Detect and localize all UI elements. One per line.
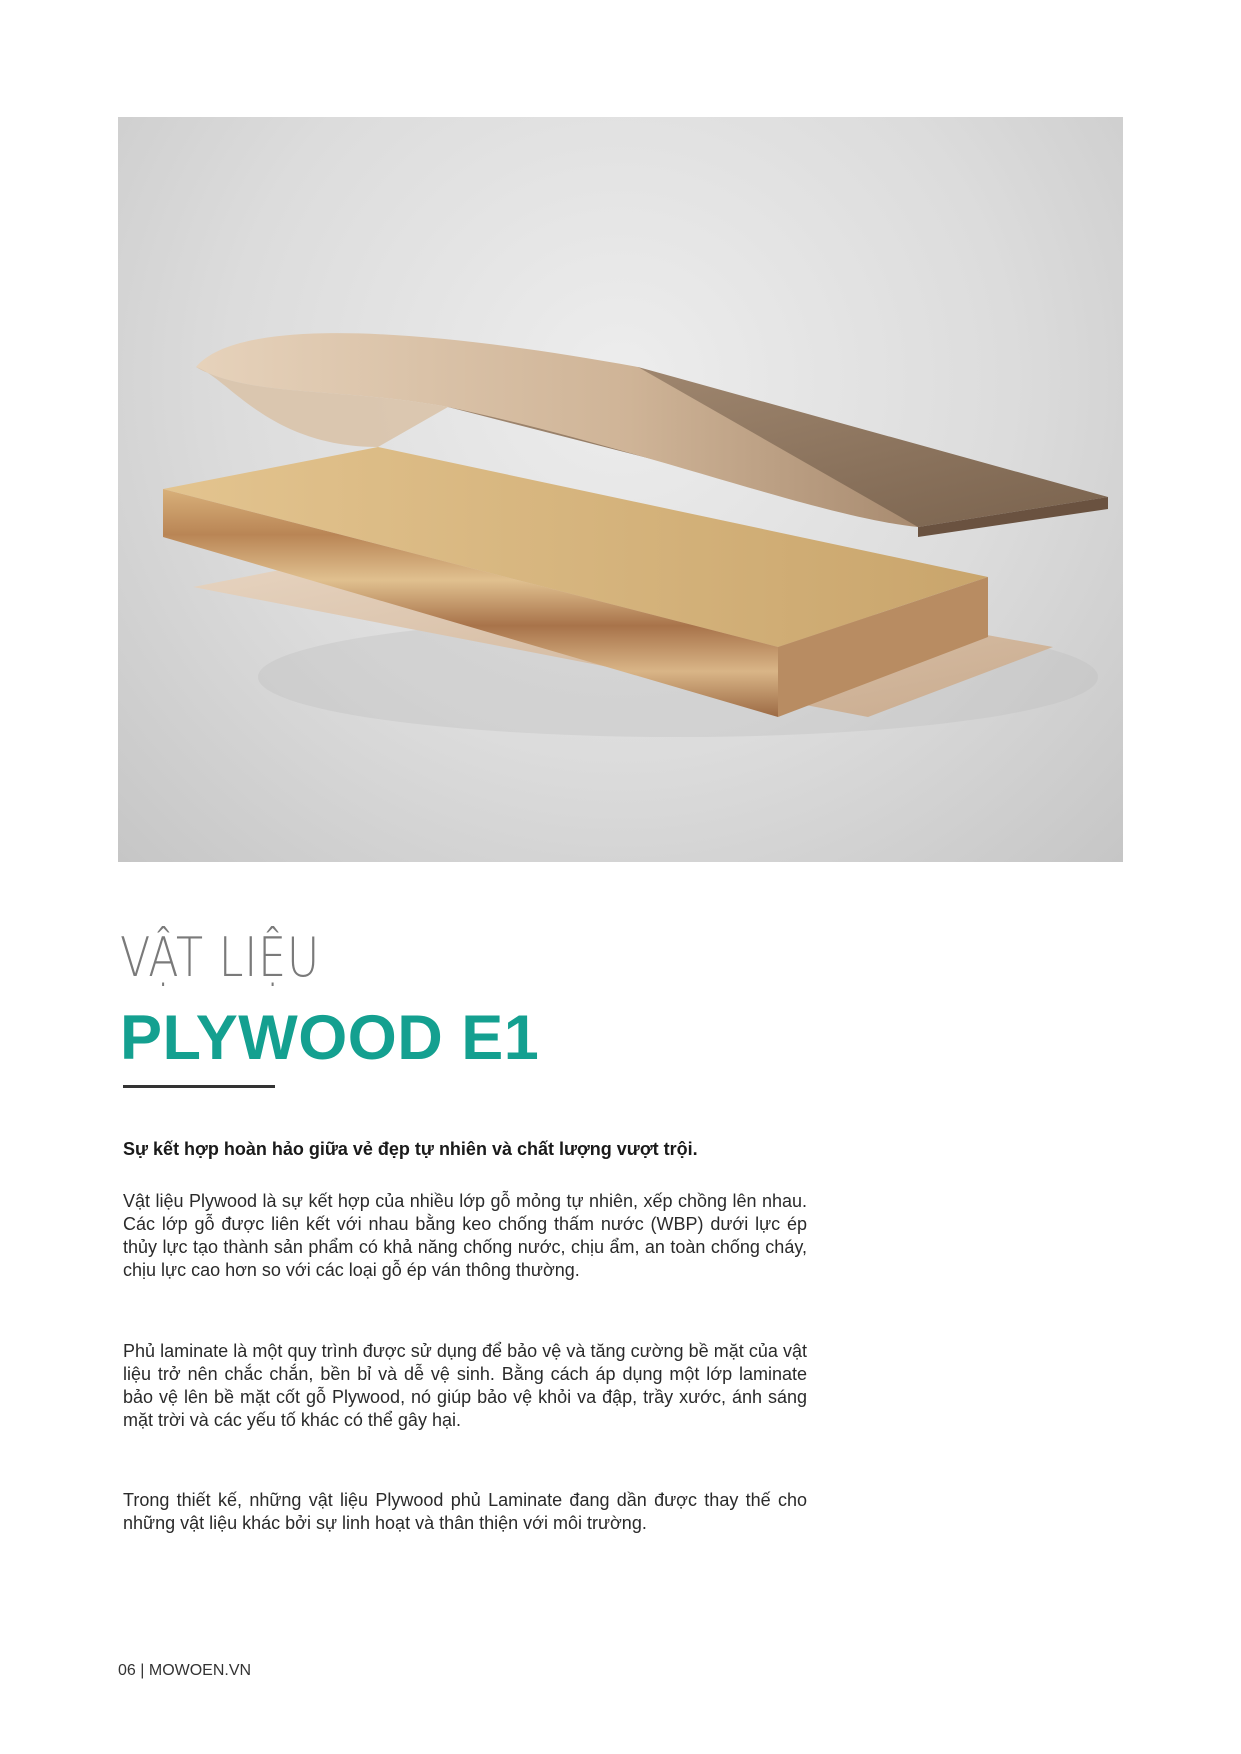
paragraph-3: Trong thiết kế, những vật liệu Plywood phủ Laminate đang dần được thay thế cho những vật liệu khác bởi sự linh hoạt và thân thiện với môi trường. bbox=[123, 1490, 807, 1533]
plywood-illustration bbox=[118, 117, 1123, 862]
footer-site: MOWOEN.VN bbox=[148, 1662, 252, 1679]
hero-image bbox=[118, 117, 1123, 862]
lead-text: Sự kết hợp hoàn hảo giữa vẻ đẹp tự nhiên và chất lượng vượt trội. bbox=[123, 1139, 698, 1159]
page-footer bbox=[118, 1661, 251, 1681]
paragraph-1: Vật liệu Plywood là sự kết hợp của nhiều lớp gỗ mỏng tự nhiên, xếp chồng lên nhau. Các lớp gỗ được liên kết với nhau bằng keo chống thấm nước (WBP) dưới lực ép thủy lực tạo thành sản phẩm có khả năng chống nước, chịu ẩm, an toàn chống cháy, chịu lực cao hơn so với các loại gỗ ép ván thông thường. bbox=[123, 1191, 807, 1280]
title-divider bbox=[123, 1085, 275, 1088]
page-number: 06 bbox=[118, 1662, 136, 1679]
title-line-2: PLYWOOD E1 bbox=[120, 1003, 540, 1073]
paragraph-2: Phủ laminate là một quy trình được sử dụng để bảo vệ và tăng cường bề mặt của vật liệu trở nên chắc chắn, bền bỉ và dễ vệ sinh. Bằng cách áp dụng một lớp laminate bảo vệ lên bề mặt cốt gỗ Plywood, nó giúp bảo vệ khỏi va đập, trầy xước, ánh sáng mặt trời và các yếu tố khác có thể gây hại. bbox=[123, 1341, 807, 1430]
title-line-1: VẬT LIỆU bbox=[120, 926, 321, 989]
footer-separator: | bbox=[140, 1662, 145, 1679]
